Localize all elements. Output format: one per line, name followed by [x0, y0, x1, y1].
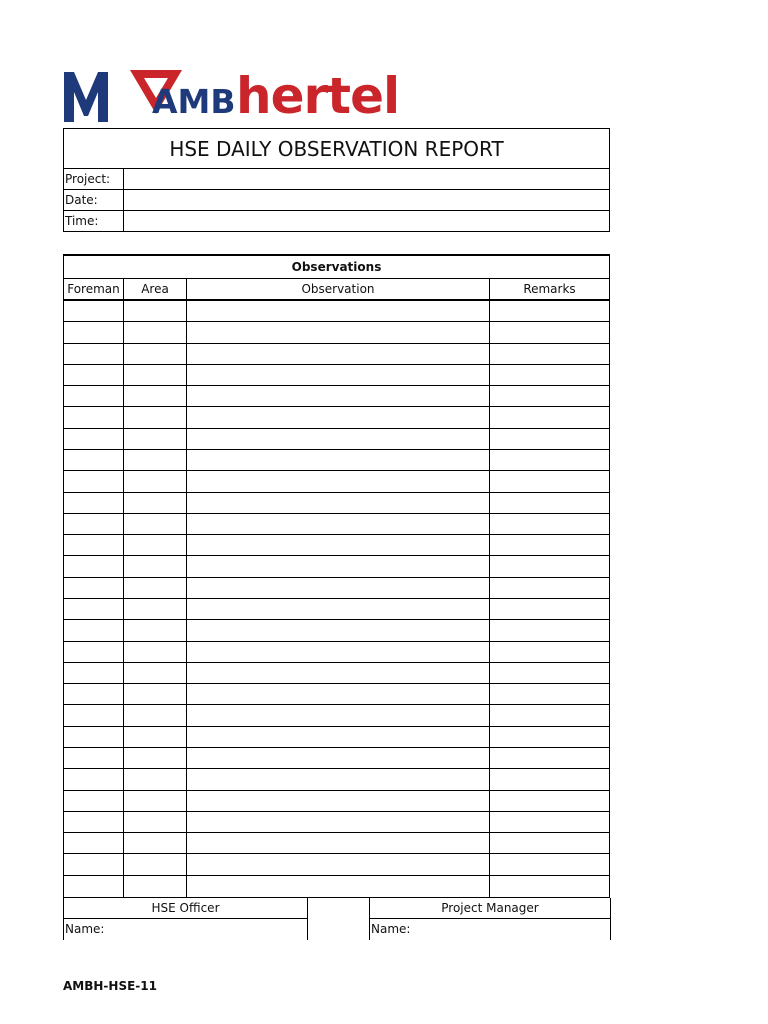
- foreman-cell[interactable]: [64, 365, 124, 385]
- foreman-cell[interactable]: [64, 322, 124, 342]
- observations-table: [63, 254, 610, 898]
- area-cell[interactable]: [124, 791, 187, 811]
- remarks-cell[interactable]: [490, 854, 609, 874]
- area-cell[interactable]: [124, 854, 187, 874]
- foreman-cell[interactable]: [64, 344, 124, 364]
- hse-officer-name-field[interactable]: Name:: [63, 919, 308, 940]
- remarks-cell[interactable]: [490, 365, 609, 385]
- date-field[interactable]: [124, 190, 609, 210]
- observation-cell[interactable]: [187, 429, 490, 449]
- area-cell[interactable]: [124, 322, 187, 342]
- table-row: [64, 535, 609, 556]
- observation-cell[interactable]: [187, 450, 490, 470]
- area-cell[interactable]: [124, 748, 187, 768]
- project-field[interactable]: [124, 169, 609, 189]
- remarks-cell[interactable]: [490, 620, 609, 640]
- remarks-cell[interactable]: [490, 556, 609, 576]
- remarks-cell[interactable]: [490, 599, 609, 619]
- table-row: [64, 493, 609, 514]
- table-row: [64, 663, 609, 684]
- area-cell[interactable]: [124, 642, 187, 662]
- area-cell[interactable]: [124, 344, 187, 364]
- table-row: [64, 727, 609, 748]
- remarks-cell[interactable]: [490, 535, 609, 555]
- area-cell[interactable]: [124, 833, 187, 853]
- table-row: [64, 514, 609, 535]
- remarks-cell[interactable]: [490, 769, 609, 789]
- observation-cell[interactable]: [187, 748, 490, 768]
- remarks-cell[interactable]: [490, 663, 609, 683]
- foreman-cell[interactable]: [64, 578, 124, 598]
- logo-amb-text: AMB: [152, 82, 236, 121]
- foreman-cell[interactable]: [64, 854, 124, 874]
- observation-cell[interactable]: [187, 322, 490, 342]
- area-cell[interactable]: [124, 684, 187, 704]
- remarks-cell[interactable]: [490, 791, 609, 811]
- observation-cell[interactable]: [187, 791, 490, 811]
- table-row: [64, 578, 609, 599]
- foreman-cell[interactable]: [64, 705, 124, 725]
- observation-cell[interactable]: [187, 344, 490, 364]
- area-cell[interactable]: [124, 812, 187, 832]
- table-row: [64, 748, 609, 769]
- foreman-cell[interactable]: [64, 663, 124, 683]
- foreman-cell[interactable]: [64, 812, 124, 832]
- table-row: [64, 854, 609, 875]
- table-row: [64, 365, 609, 386]
- observation-cell[interactable]: [187, 642, 490, 662]
- signature-section: [63, 898, 611, 940]
- foreman-cell[interactable]: [64, 450, 124, 470]
- foreman-cell[interactable]: [64, 748, 124, 768]
- foreman-cell[interactable]: [64, 620, 124, 640]
- remarks-cell[interactable]: [490, 322, 609, 342]
- observation-cell[interactable]: [187, 578, 490, 598]
- area-cell[interactable]: [124, 493, 187, 513]
- column-header-observation: Observation: [187, 279, 490, 299]
- project-manager-title: Project Manager: [370, 898, 611, 919]
- report-header-table: [63, 128, 610, 232]
- remarks-cell[interactable]: [490, 684, 609, 704]
- area-cell[interactable]: [124, 556, 187, 576]
- column-header-area: Area: [124, 279, 187, 299]
- signature-spacer-cell: [308, 898, 370, 940]
- area-cell[interactable]: [124, 365, 187, 385]
- area-cell[interactable]: [124, 727, 187, 747]
- table-row: [64, 407, 609, 428]
- observation-cell[interactable]: [187, 833, 490, 853]
- observation-cell[interactable]: [187, 812, 490, 832]
- foreman-cell[interactable]: [64, 599, 124, 619]
- foreman-cell[interactable]: [64, 833, 124, 853]
- hse-officer-title: HSE Officer: [63, 898, 308, 919]
- area-cell[interactable]: [124, 407, 187, 427]
- observation-cell[interactable]: [187, 535, 490, 555]
- remarks-cell[interactable]: [490, 344, 609, 364]
- table-row: [64, 705, 609, 726]
- observation-cell[interactable]: [187, 386, 490, 406]
- remarks-cell[interactable]: [490, 471, 609, 491]
- table-row: [64, 556, 609, 577]
- time-label: Time:: [64, 211, 124, 232]
- area-cell[interactable]: [124, 450, 187, 470]
- area-cell[interactable]: [124, 514, 187, 534]
- table-row: [64, 386, 609, 407]
- observation-cell[interactable]: [187, 599, 490, 619]
- area-cell[interactable]: [124, 663, 187, 683]
- remarks-cell[interactable]: [490, 642, 609, 662]
- remarks-cell[interactable]: [490, 748, 609, 768]
- date-label: Date:: [64, 190, 124, 210]
- observation-cell[interactable]: [187, 620, 490, 640]
- table-row: [64, 812, 609, 833]
- table-row: [64, 344, 609, 365]
- observations-rows: [64, 301, 609, 897]
- observation-cell[interactable]: [187, 705, 490, 725]
- foreman-cell[interactable]: [64, 535, 124, 555]
- table-row: [64, 769, 609, 790]
- observation-cell[interactable]: [187, 684, 490, 704]
- observation-cell[interactable]: [187, 727, 490, 747]
- table-row: [64, 599, 609, 620]
- foreman-cell[interactable]: [64, 556, 124, 576]
- foreman-cell[interactable]: [64, 301, 124, 321]
- foreman-cell[interactable]: [64, 514, 124, 534]
- foreman-cell[interactable]: [64, 769, 124, 789]
- remarks-cell[interactable]: [490, 578, 609, 598]
- observation-cell[interactable]: [187, 493, 490, 513]
- foreman-cell[interactable]: [64, 493, 124, 513]
- remarks-cell[interactable]: [490, 407, 609, 427]
- remarks-cell[interactable]: [490, 301, 609, 321]
- column-header-remarks: Remarks: [523, 282, 576, 296]
- table-row: [64, 642, 609, 663]
- remarks-cell[interactable]: [490, 812, 609, 832]
- area-cell[interactable]: [124, 599, 187, 619]
- table-row: [64, 876, 609, 897]
- observation-cell[interactable]: [187, 365, 490, 385]
- report-title: HSE DAILY OBSERVATION REPORT: [64, 129, 609, 169]
- project-label: Project:: [64, 169, 124, 189]
- table-row: [64, 620, 609, 641]
- observation-cell[interactable]: [187, 471, 490, 491]
- header-row-project: [64, 169, 609, 190]
- foreman-cell[interactable]: [64, 407, 124, 427]
- observation-cell[interactable]: [187, 876, 490, 897]
- area-cell[interactable]: [124, 705, 187, 725]
- foreman-cell[interactable]: [64, 684, 124, 704]
- foreman-cell[interactable]: [64, 386, 124, 406]
- table-row: [64, 833, 609, 854]
- area-cell[interactable]: [124, 620, 187, 640]
- logo-hertel-text: hertel: [236, 67, 400, 125]
- remarks-cell[interactable]: [490, 876, 609, 897]
- area-cell[interactable]: [124, 301, 187, 321]
- time-field[interactable]: [124, 211, 609, 232]
- remarks-cell[interactable]: [490, 386, 609, 406]
- observation-cell[interactable]: [187, 556, 490, 576]
- foreman-cell[interactable]: [64, 791, 124, 811]
- foreman-cell[interactable]: [64, 642, 124, 662]
- table-row: [64, 450, 609, 471]
- remarks-cell[interactable]: [490, 514, 609, 534]
- foreman-cell[interactable]: [64, 429, 124, 449]
- project-manager-name-field[interactable]: Name:: [370, 919, 611, 940]
- foreman-cell[interactable]: [64, 727, 124, 747]
- column-header-foreman: Foreman: [64, 279, 124, 299]
- area-cell[interactable]: [124, 386, 187, 406]
- table-row: [64, 791, 609, 812]
- table-row: [64, 429, 609, 450]
- area-cell[interactable]: [124, 535, 187, 555]
- observations-column-headers: [64, 279, 609, 301]
- table-row: [64, 471, 609, 492]
- table-row: [64, 684, 609, 705]
- area-cell[interactable]: [124, 471, 187, 491]
- area-cell[interactable]: [124, 429, 187, 449]
- area-cell[interactable]: [124, 876, 187, 897]
- foreman-cell[interactable]: [64, 471, 124, 491]
- observation-cell[interactable]: [187, 769, 490, 789]
- area-cell[interactable]: [124, 769, 187, 789]
- remarks-cell[interactable]: [490, 450, 609, 470]
- table-row: [64, 322, 609, 343]
- remarks-cell[interactable]: [490, 493, 609, 513]
- header-row-time: [64, 211, 609, 232]
- observation-cell[interactable]: [187, 301, 490, 321]
- remarks-cell[interactable]: [490, 705, 609, 725]
- foreman-cell[interactable]: [64, 876, 124, 897]
- header-row-date: [64, 190, 609, 211]
- table-row: [64, 301, 609, 322]
- remarks-cell[interactable]: [490, 727, 609, 747]
- observation-cell[interactable]: [187, 407, 490, 427]
- remarks-cell[interactable]: [490, 429, 609, 449]
- observation-cell[interactable]: [187, 514, 490, 534]
- document-code: AMBH-HSE-11: [63, 979, 157, 993]
- observations-title: Observations: [64, 256, 609, 279]
- area-cell[interactable]: [124, 578, 187, 598]
- observation-cell[interactable]: [187, 663, 490, 683]
- observation-cell[interactable]: [187, 854, 490, 874]
- remarks-cell[interactable]: [490, 833, 609, 853]
